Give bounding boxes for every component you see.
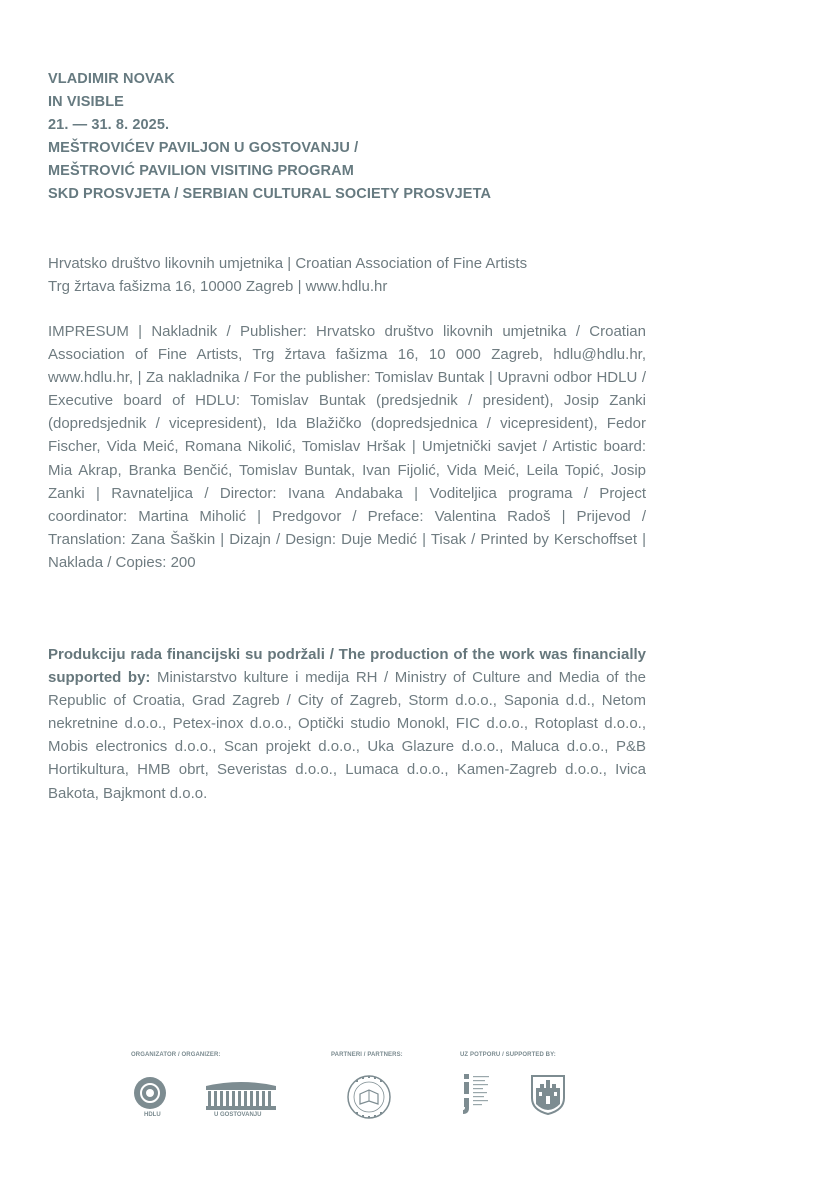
pavilion-caption: U GOSTOVANJU: [214, 1112, 262, 1118]
association-name: Hrvatsko društvo likovnih umjetnika | Croatian Association of Fine Artists: [48, 255, 528, 272]
partners-label: PARTNERI / PARTNERS:: [331, 1052, 403, 1058]
association-address: Trg žrtava fašizma 16, 10000 Zagreb | www.hdlu.hr: [48, 278, 388, 295]
support-lead: Produkciju rada financijski su podržali / The production of the work was financially supported by:: [48, 646, 646, 687]
supported-label: UZ POTPORU / SUPPORTED BY:: [460, 1052, 556, 1058]
header-block: [48, 68, 648, 206]
hdlu-logo-icon: [131, 1076, 169, 1110]
address-block: [48, 252, 648, 298]
venue-line-hr: MEŠTROVIĆEV PAVILJON U GOSTOVANJU /: [48, 140, 359, 156]
impresum-paragraph: IMPRESUM | Nakladnik / Publisher: Hrvatsko društvo likovnih umjetnika / Croatian Association of Fine Artists, Trg žrtava fašizma 16, 10 000 Zagreb, hdlu@hdlu.hr, www.hdlu.hr, | Za nakladnika / For the publisher: Tomislav Buntak | Upravni odbor HDLU / Executive board of HDLU: Tomislav Buntak (predsjednik / president), Josip Zanki (dopredsjednik / vicepresident), Ida Blažičko (dopredsjednica / vicepresident), Fedor Fischer, Vida Meić, Romana Nikolić, Tomislav Hršak | Umjetnički savjet / Artistic board: Mia Akrap, Branka Benčić, Tomislav Buntak, Ivan Fijolić, Vida Meić, Leila Topić, Josip Zanki | Ravnateljica / Director: Ivana Andabaka | Voditeljica programa / Project coordinator: Martina Miholić | Predgovor / Preface: Valentina Radoš | Prijevod / Translation: Zana Šaškin | Dizajn / Design: Duje Medić | Tisak / Printed by Kerschoffset | Naklada / Copies: 200: [48, 323, 646, 571]
prosvjeta-seal-icon: [346, 1074, 392, 1120]
society-line: SKD PROSVJETA / SERBIAN CULTURAL SOCIETY PROSVJETA: [48, 186, 492, 202]
hdlu-caption: HDLU: [144, 1112, 161, 1118]
exhibition-dates: 21. — 31. 8. 2025.: [48, 117, 170, 133]
zagreb-coat-of-arms-icon: [530, 1074, 566, 1116]
artist-name: VLADIMIR NOVAK: [48, 71, 175, 87]
organizer-label: ORGANIZATOR / ORGANIZER:: [131, 1052, 221, 1058]
logos-strip: [0, 1040, 817, 1180]
pavilion-logo-icon: [204, 1078, 278, 1110]
ministry-logo-icon: [460, 1072, 496, 1116]
support-paragraph: [48, 643, 646, 805]
exhibition-title: IN VISIBLE: [48, 94, 124, 110]
support-sponsors: Ministarstvo kulture i medija RH / Ministry of Culture and Media of the Republic of Croatia, Grad Zagreb / City of Zagreb, Storm d.o.o., Saponia d.d., Netom nekretnine d.o.o., Petex-inox d.o.o., Optički studio Monokl, FIC d.o.o., Rotoplast d.o.o., Mobis electronics d.o.o., Scan projekt d.o.o., Uka Glazure d.o.o., Maluca d.o.o., P&B Hortikultura, HMB obrt, Severistas d.o.o., Lumaca d.o.o., Kamen-Zagreb d.o.o., Ivica Bakota, Bajkmont d.o.o.: [48, 669, 646, 802]
venue-line-en: MEŠTROVIĆ PAVILION VISITING PROGRAM: [48, 163, 354, 179]
